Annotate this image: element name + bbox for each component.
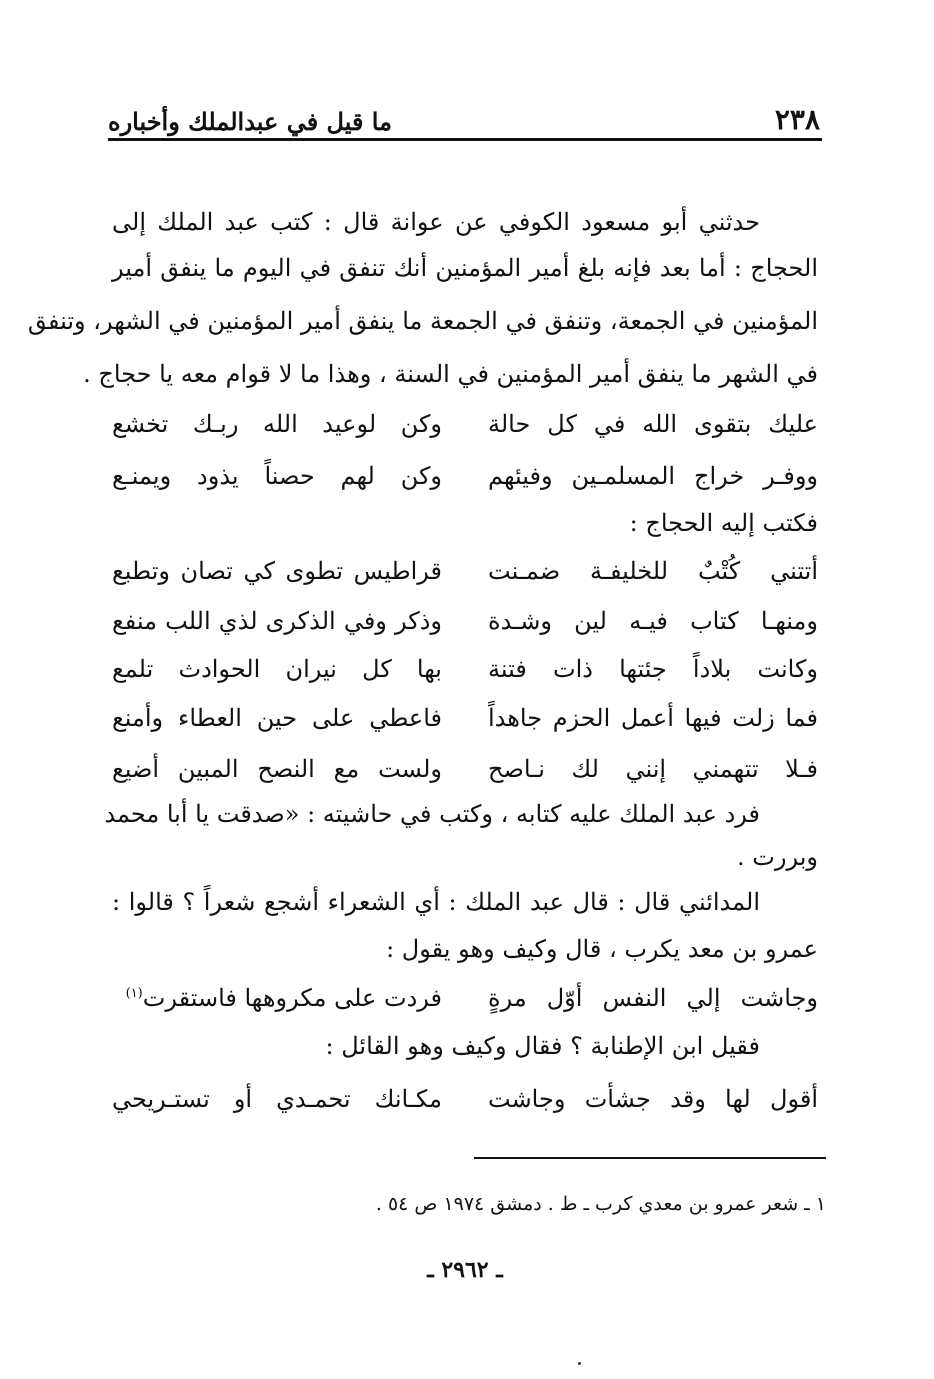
verse-line xyxy=(112,398,818,450)
paragraph-line: المدائني قال : قال عبد الملك : أي الشعراء أشجع شعراً ؟ قالوا : xyxy=(112,888,760,916)
verse-second-hemistich: ولست مع النصح المبين أضيع xyxy=(112,755,442,783)
verse-second-hemistich xyxy=(112,972,442,1024)
verse-line xyxy=(112,972,818,1024)
verse-line xyxy=(112,1073,818,1125)
folio-number: ـ ٢٩٦٢ ـ xyxy=(427,1257,503,1283)
reply-intro: فكتب إليه الحجاج : xyxy=(629,509,818,537)
paragraph-line: فرد عبد الملك عليه كتابه ، وكتب في حاشيته : «صدقت يا أبا محمد xyxy=(104,800,760,828)
paragraph-line: عمرو بن معد يكرب ، قال وكيف وهو يقول : xyxy=(386,935,818,963)
verse-first-hemistich: وجاشت إلي النفس أوّل مرةٍ xyxy=(488,984,818,1012)
verse-line xyxy=(112,450,818,502)
verse-second-hemistich: بها كل نيران الحوادث تلمع xyxy=(112,655,442,683)
verse-line xyxy=(112,692,818,744)
paragraph-line: وبررت . xyxy=(737,843,818,871)
verse-second-hemistich: وكن لهم حصناً يذود ويمنـع xyxy=(112,462,442,490)
page-number: ٢٣٨ xyxy=(774,103,820,136)
verse-second-hemistich: مكـانك تحمـدي أو تستـريحي xyxy=(112,1085,442,1113)
verse-second-hemistich: وكن لوعيد الله ربـك تخشع xyxy=(112,410,442,438)
running-header xyxy=(108,90,820,136)
paragraph-line: حدثني أبو مسعود الكوفي عن عوانة قال : كتب عبد الملك إلى xyxy=(112,208,760,236)
verse-first-hemistich: أقول لها وقد جشأت وجاشت xyxy=(488,1085,818,1113)
paragraph-line: فقيل ابن الإطنابة ؟ فقال وكيف وهو القائل : xyxy=(325,1032,760,1060)
header-rule xyxy=(108,138,822,141)
print-speck xyxy=(578,1362,581,1365)
verse-first-hemistich: ووفـر خراج المسلمـين وفيئهم xyxy=(488,462,818,490)
paragraph-line: الحجاج : أما بعد فإنه بلغ أمير المؤمنين أنك تنفق في اليوم ما ينفق أمير xyxy=(112,254,818,282)
verse-first-hemistich: ومنهـا كتاب فيـه لين وشـدة xyxy=(488,607,818,635)
paragraph-line: المؤمنين في الجمعة، وتنفق في الجمعة ما ينفق أمير المؤمنين في الشهر، وتنفق xyxy=(27,307,818,335)
verse-line xyxy=(112,595,818,647)
verse-line xyxy=(112,545,818,597)
verse-second-hemistich: وذكر وفي الذكرى لذي اللب منفع xyxy=(112,607,442,635)
paragraph-line: في الشهر ما ينفق أمير المؤمنين في السنة ، وهذا ما لا قوام معه يا حجاج . xyxy=(83,360,818,388)
footnote: ١ ـ شعر عمرو بن معدي كرب ـ ط . دمشق ١٩٧٤ ص ٥٤ . xyxy=(375,1193,826,1215)
verse-first-hemistich: فما زلت فيها أعمل الحزم جاهداً xyxy=(488,704,818,732)
verse-first-hemistich: وكانت بلاداً جئتها ذات فتنة xyxy=(488,655,818,683)
verse-first-hemistich: عليك بتقوى الله في كل حالة xyxy=(488,410,818,438)
verse-first-hemistich: أتتني كُتْبٌ للخليفـة ضمـنت xyxy=(488,557,818,585)
verse-second-hemistich-text: فردت على مكروهها فاستقرت xyxy=(142,984,442,1012)
verse-line xyxy=(112,643,818,695)
footnote-rule xyxy=(474,1157,826,1159)
verse-first-hemistich: فـلا تتهمني إنني لك نـاصح xyxy=(488,755,818,783)
verse-second-hemistich: فاعطي على حين العطاء وأمنع xyxy=(112,704,442,732)
footnote-marker: (١) xyxy=(125,986,143,1001)
running-title: ما قيل في عبدالملك وأخباره xyxy=(108,107,392,136)
verse-second-hemistich: قراطيس تطوى كي تصان وتطبع xyxy=(112,557,442,585)
